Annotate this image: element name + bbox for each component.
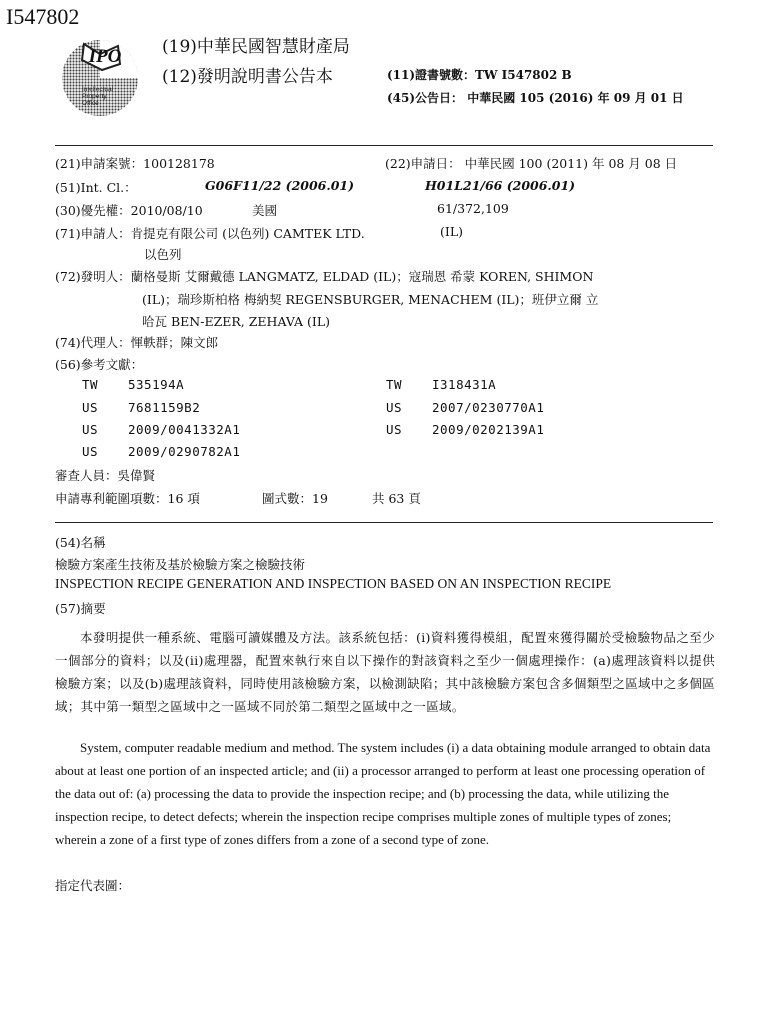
reference-number: 535194A — [128, 377, 185, 392]
logo-caption-line: Office — [82, 100, 99, 107]
agent: (74)代理人：惲軼群；陳文郎 — [55, 335, 219, 350]
reference-number: 7681159B2 — [128, 400, 201, 415]
filing-date: (22)申請日： 中華民國 100 (2011) 年 08 月 08 日 — [385, 156, 678, 171]
figures-count: 圖式數：19 — [262, 491, 328, 506]
section-divider — [55, 522, 713, 523]
pages-count: 共 63 頁 — [372, 491, 421, 506]
logo-caption-line: Intellectual — [82, 86, 114, 93]
document-id: I547802 — [6, 4, 80, 29]
header-divider — [55, 145, 713, 146]
reference-country: US — [82, 444, 99, 459]
reference-country: US — [82, 400, 99, 415]
examiner: 審查人員：吳偉賢 — [55, 468, 156, 483]
reference-country: TW — [82, 377, 99, 392]
applicant-country: 以色列 — [144, 247, 182, 262]
reference-country: TW — [386, 377, 403, 392]
applicant: (71)申請人：肯提克有限公司 (以色列) CAMTEK LTD. — [55, 226, 365, 241]
claims-count: 申請專利範圍項數：16 項 — [55, 491, 200, 506]
reference-number: 2009/0041332A1 — [128, 422, 241, 437]
abstract-english: System, computer readable medium and method. The system includes (i) a data obtaining module arranged to obtain data about at least one portion of an inspected article; and (ii) a processor arranged to perform at least one processing operation of the data out of: (a) processing the data to provide the inspection recipe; and (b) processing the data, while utilizing the inspection recipe, to detect defects; wherein the inspection recipe comprises multiple zones of multiple types of zones; wherein a zone of a first type of zones differs from a zone of a second type of zone. — [55, 740, 711, 847]
publication-date: (45)公告日： 中華民國 105 (2016) 年 09 月 01 日 — [387, 91, 684, 105]
int-cl-1: G06F11/22 (2006.01) — [205, 178, 355, 193]
applicant-code: (IL) — [440, 224, 463, 239]
logo-caption — [82, 86, 122, 107]
inventors-line-3: 哈瓦 BEN-EZER, ZEHAVA (IL) — [142, 314, 331, 329]
abstract-label: (57)摘要 — [55, 601, 106, 616]
representative-figure-label: 指定代表圖： — [55, 878, 131, 893]
reference-number: 2009/0202139A1 — [432, 422, 545, 437]
title-label: (54)名稱 — [55, 535, 106, 550]
priority-date: (30)優先權：2010/08/10 — [55, 203, 203, 218]
certificate-number: (11)證書號數：TW I547802 B — [387, 68, 572, 82]
title-english: INSPECTION RECIPE GENERATION AND INSPECTION BASED ON AN INSPECTION RECIPE — [55, 576, 612, 591]
document-type: (12)發明說明書公告本 — [162, 67, 333, 87]
application-number: (21)申請案號：100128178 — [55, 156, 215, 171]
priority-country: 美國 — [252, 203, 278, 218]
priority-number: 61/372,109 — [437, 201, 509, 216]
reference-country: US — [386, 400, 403, 415]
logo-caption-line: Property — [82, 93, 107, 100]
reference-number: 2007/0230770A1 — [432, 400, 545, 415]
reference-country: US — [82, 422, 99, 437]
abstract-chinese: 本發明提供一種系統、電腦可讀媒體及方法。該系統包括：(i)資料獲得模組，配置來獲得關於受檢驗物品之至少一個部分的資料；以及(ii)處理器，配置來執行來自以下操作的對該資料之至少一個處理操作：(a)處理該資料以提供檢驗方案；以及(b)處理該資料，同時使用該檢驗方案，以檢測缺陷；其中該檢驗方案包含多個類型之區域中之多個區域；其中第一類型之區域中之一區域不同於第二類型之區域中之一區域。 — [55, 630, 715, 714]
references-label: (56)參考文獻： — [55, 357, 144, 372]
reference-number: 2009/0290782A1 — [128, 444, 241, 459]
reference-number: I318431A — [432, 377, 497, 392]
title-chinese: 檢驗方案產生技術及基於檢驗方案之檢驗技術 — [55, 557, 306, 572]
office-name: (19)中華民國智慧財產局 — [162, 37, 350, 57]
svg-text:IPO: IPO — [88, 46, 122, 67]
inventors-line-2: (IL)；瑞珍斯柏格 梅納契 REGENSBURGER, MENACHEM (IL)；班伊立爾 立 — [142, 292, 599, 307]
int-cl-label: (51)Int. Cl.： — [55, 180, 137, 195]
int-cl-2: H01L21/66 (2006.01) — [425, 178, 576, 193]
inventors-line-1: (72)發明人：蘭格曼斯 艾爾戴德 LANGMATZ, ELDAD (IL)；寇瑞恩 希蒙 KOREN, SHIMON — [55, 269, 594, 284]
ipo-logo — [60, 30, 146, 122]
reference-country: US — [386, 422, 403, 437]
